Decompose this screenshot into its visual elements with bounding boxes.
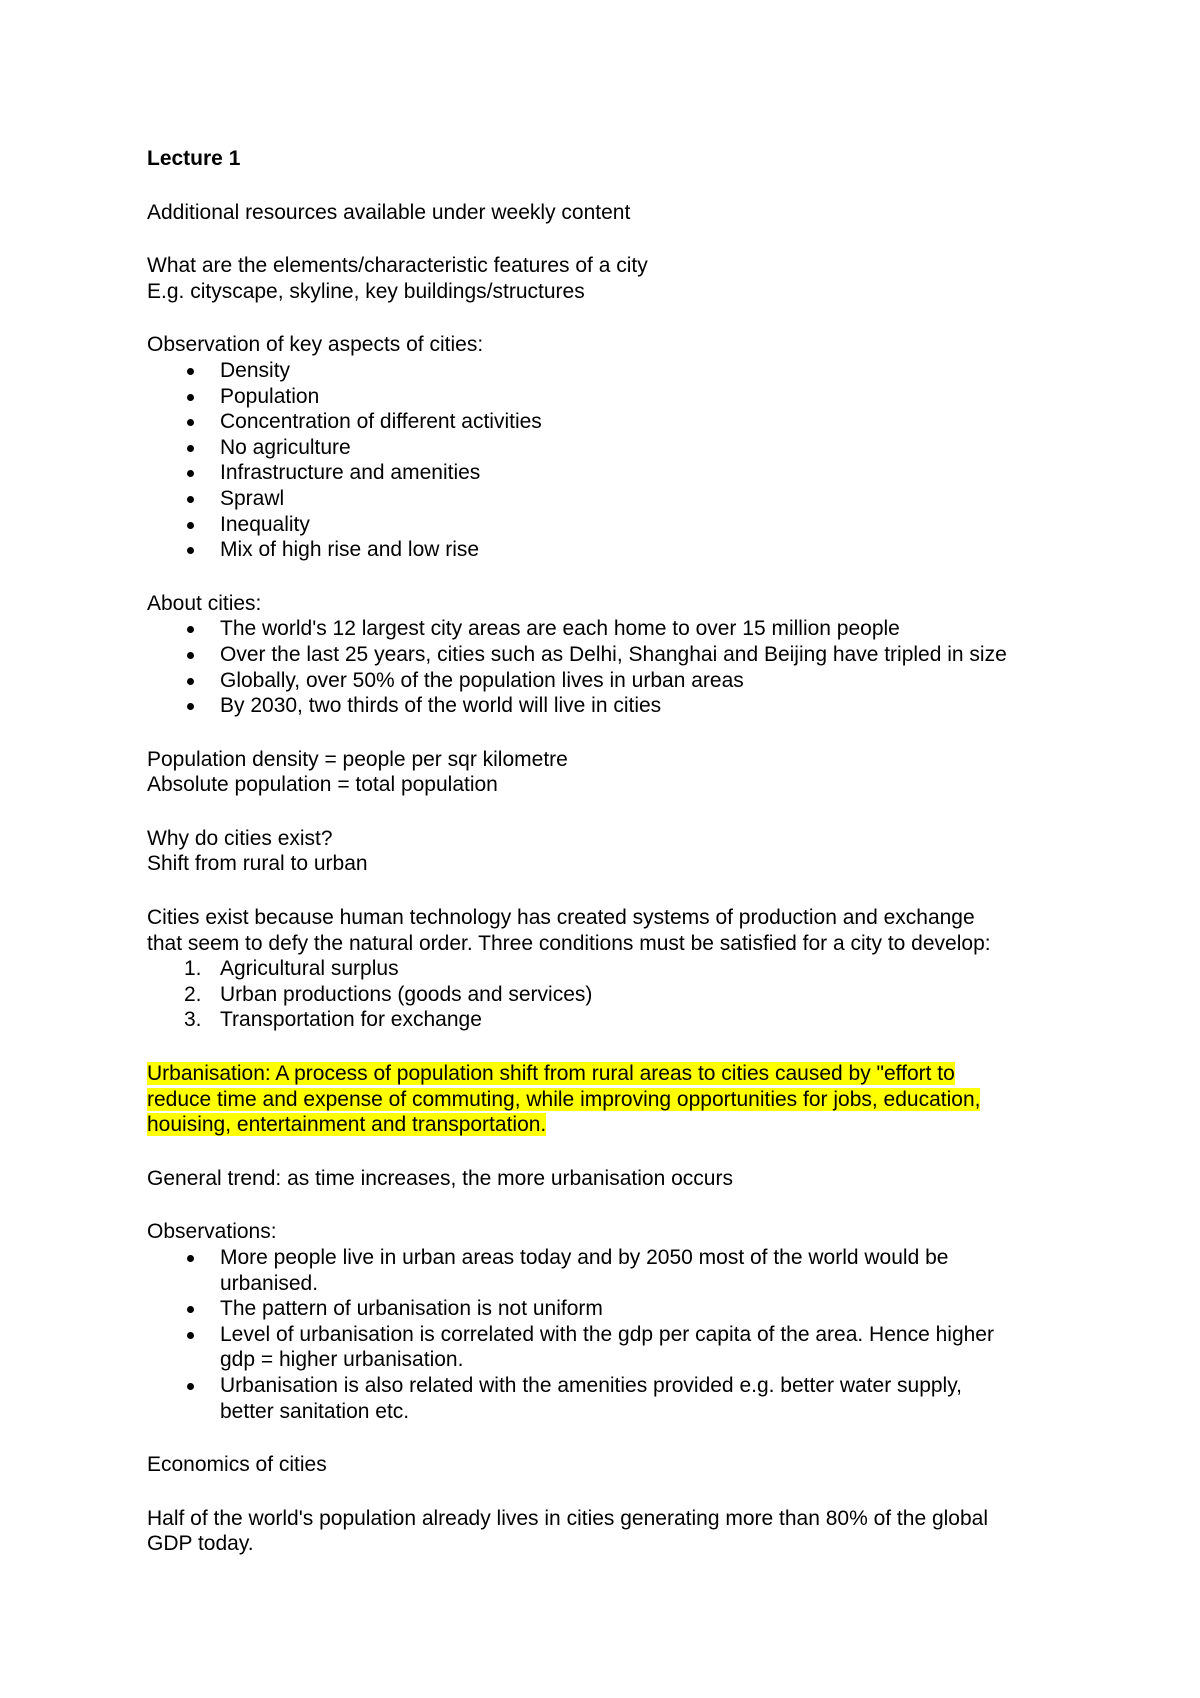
why-question: Why do cities exist?: [147, 826, 333, 850]
definition-density: Population density = people per sqr kilometre: [147, 747, 568, 771]
list-item: Infrastructure and amenities: [147, 460, 1067, 486]
list-item: The world's 12 largest city areas are each home to over 15 million people: [147, 616, 1067, 642]
list-item-line: gdp = higher urbanisation.: [220, 1348, 464, 1372]
list-item: Population: [147, 384, 1067, 410]
list-item-line: better sanitation etc.: [220, 1399, 410, 1423]
item-text: Urban productions (goods and services): [220, 982, 593, 1006]
list-item: Mix of high rise and low rise: [147, 537, 1067, 563]
list-item: Density: [147, 358, 1067, 384]
about-heading: About cities:: [147, 591, 262, 615]
numbered-item: [147, 1007, 1067, 1033]
item-number: 2.: [184, 982, 202, 1006]
definition-absolute: Absolute population = total population: [147, 773, 498, 797]
economics-line-2: GDP today.: [147, 1532, 254, 1556]
observations-heading: Observations:: [147, 1220, 277, 1244]
list-item: Sprawl: [147, 486, 1067, 512]
conditions-list: [147, 956, 1067, 1033]
economics-heading: Economics of cities: [147, 1453, 327, 1477]
document-page: [147, 146, 1067, 1557]
item-text: Transportation for exchange: [220, 1008, 482, 1032]
conditions-line-1: Cities exist because human technology has created systems of production and exchange: [147, 906, 975, 930]
intro-text: Additional resources available under weekly content: [147, 200, 631, 224]
highlighted-text: Urbanisation: A process of population shift from rural areas to cities caused by "effort to: [147, 1062, 955, 1086]
list-item: [147, 1296, 1067, 1322]
item-number: 1.: [184, 957, 202, 981]
list-item: [147, 1373, 1067, 1424]
document-title: Lecture 1: [147, 147, 241, 170]
urbanisation-definition: [147, 1061, 1067, 1138]
list-item: No agriculture: [147, 435, 1067, 461]
list-item: Globally, over 50% of the population lives in urban areas: [147, 668, 1067, 694]
list-item: [147, 1322, 1067, 1373]
highlighted-text: houising, entertainment and transportation.: [147, 1113, 547, 1137]
numbered-item: [147, 982, 1067, 1008]
list-item: [147, 1245, 1067, 1296]
about-list: [147, 616, 1067, 718]
conditions-line-2: that seem to defy the natural order. Three conditions must be satisfied for a city to develop:: [147, 931, 991, 955]
highlighted-text: reduce time and expense of commuting, while improving opportunities for jobs, education,: [147, 1087, 981, 1111]
question-line-1: What are the elements/characteristic features of a city: [147, 254, 648, 278]
list-item: By 2030, two thirds of the world will live in cities: [147, 693, 1067, 719]
list-item-line: Level of urbanisation is correlated with the gdp per capita of the area. Hence higher: [220, 1322, 994, 1346]
general-trend: General trend: as time increases, the more urbanisation occurs: [147, 1166, 733, 1190]
list-item-line: Urbanisation is also related with the amenities provided e.g. better water supply,: [220, 1373, 963, 1397]
why-answer: Shift from rural to urban: [147, 852, 368, 876]
list-item-line: The pattern of urbanisation is not uniform: [220, 1297, 603, 1321]
list-item-line: urbanised.: [220, 1271, 319, 1295]
numbered-item: [147, 956, 1067, 982]
question-line-2: E.g. cityscape, skyline, key buildings/structures: [147, 279, 585, 303]
list-item: Concentration of different activities: [147, 409, 1067, 435]
list-item: Inequality: [147, 512, 1067, 538]
item-text: Agricultural surplus: [220, 957, 399, 981]
item-number: 3.: [184, 1008, 202, 1032]
observation-list: [147, 358, 1067, 563]
list-item: Over the last 25 years, cities such as Delhi, Shanghai and Beijing have tripled in size: [147, 642, 1067, 668]
list-item-line: More people live in urban areas today and by 2050 most of the world would be: [220, 1246, 949, 1269]
observation-heading: Observation of key aspects of cities:: [147, 333, 484, 357]
economics-line-1: Half of the world's population already lives in cities generating more than 80% of the global: [147, 1506, 989, 1530]
observations-list: [147, 1245, 1067, 1424]
